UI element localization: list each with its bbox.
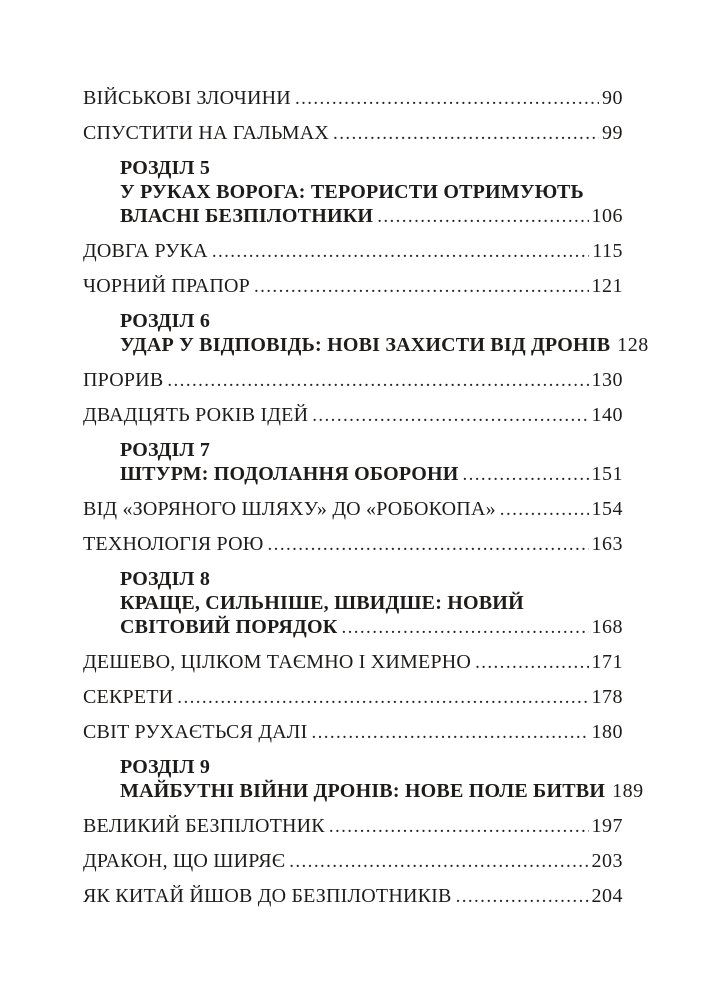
toc-entry-page-number: 189 (612, 780, 644, 802)
toc-entry-leader-line (83, 814, 623, 839)
toc-entry-title: ТЕХНОЛОГІЯ РОЮ (83, 533, 264, 555)
toc-entry (83, 849, 623, 874)
toc-entry-page-number: 90 (602, 87, 623, 109)
toc-entry-leader-line (83, 685, 623, 710)
toc-entry-title: ВІД «ЗОРЯНОГО ШЛЯХУ» ДО «РОБОКОПА» (83, 498, 496, 520)
dot-leader (462, 462, 588, 487)
dot-leader (500, 497, 589, 522)
toc-entry-page-number: 204 (591, 885, 623, 907)
toc-entry (83, 497, 623, 522)
toc-entry (83, 720, 623, 745)
dot-leader (289, 849, 588, 874)
toc-entry (83, 532, 623, 557)
dot-leader (177, 685, 588, 710)
dot-leader (254, 274, 589, 299)
toc-entry-title: ПРОРИВ (83, 369, 164, 391)
toc-entry-heading-line (120, 591, 623, 615)
dot-leader (311, 720, 588, 745)
toc-entry-title: ДЕШЕВО, ЦІЛКОМ ТАЄМНО І ХИМЕРНО (83, 651, 472, 673)
toc-entry-leader-line (83, 403, 623, 428)
toc-entry-leader-line (83, 274, 623, 299)
toc-entry-title: ВЛАСНІ БЕЗПІЛОТНИКИ (120, 205, 374, 227)
toc-entry-leader-line (120, 779, 644, 804)
toc-entry-title: РОЗДІЛ 5 (120, 157, 211, 179)
dot-leader (167, 368, 588, 393)
toc-entry (120, 755, 644, 804)
toc-entry (83, 121, 623, 146)
toc-entry-title: СЕКРЕТИ (83, 686, 174, 708)
toc-entry-title: ДОВГА РУКА (83, 240, 208, 262)
dot-leader (329, 814, 589, 839)
toc-entry-page-number: 171 (591, 651, 623, 673)
dot-leader (377, 204, 588, 229)
toc-entry-page-number: 154 (591, 498, 623, 520)
toc-entry-title: У РУКАХ ВОРОГА: ТЕРОРИСТИ ОТРИМУЮТЬ (120, 181, 584, 203)
dot-leader (212, 239, 589, 264)
toc-entry-page-number: 140 (591, 404, 623, 426)
toc-entry-leader-line (120, 462, 623, 487)
toc-entry-leader-line (83, 650, 623, 675)
dot-leader (295, 86, 599, 111)
toc-entry-leader-line (120, 204, 623, 229)
toc-entry-heading-line (120, 438, 623, 462)
dot-leader (456, 884, 589, 909)
toc-entry (83, 239, 623, 264)
toc-entry (120, 438, 623, 487)
toc-entry-page-number: 151 (591, 463, 623, 485)
toc-entry-leader-line (83, 121, 623, 146)
toc-entry-title: СПУСТИТИ НА ГАЛЬМАХ (83, 122, 330, 144)
dot-leader (333, 121, 599, 146)
toc-entry (83, 650, 623, 675)
toc-entry-leader-line (83, 884, 623, 909)
toc-entry (83, 685, 623, 710)
toc-entry-page-number: 128 (617, 334, 649, 356)
toc-entry-page-number: 168 (591, 616, 623, 638)
toc-entry-page-number: 197 (591, 815, 623, 837)
toc-entry (83, 274, 623, 299)
toc-entry-title: ДВАДЦЯТЬ РОКІВ ІДЕЙ (83, 404, 309, 426)
toc-entry-page-number: 180 (591, 721, 623, 743)
dot-leader (475, 650, 588, 675)
toc-entry-page-number: 106 (591, 205, 623, 227)
toc-entry (83, 403, 623, 428)
toc-entry-leader-line (120, 615, 623, 640)
toc-entry-title: РОЗДІЛ 8 (120, 568, 211, 590)
toc-entry-title: КРАЩЕ, СИЛЬНІШЕ, ШВИДШЕ: НОВИЙ (120, 592, 524, 614)
toc-entry-page-number: 121 (591, 275, 623, 297)
toc-entry-heading-line (120, 309, 623, 333)
toc-entry-leader-line (120, 333, 649, 358)
toc-entry-heading-line (120, 156, 623, 180)
toc-entry-leader-line (83, 368, 623, 393)
dot-leader (341, 615, 588, 640)
toc-entry (83, 368, 623, 393)
toc-entry (120, 156, 623, 229)
toc-entry (83, 814, 623, 839)
toc-entry (83, 86, 623, 111)
toc-entry-page-number: 203 (591, 850, 623, 872)
toc-entry-title: ЧОРНИЙ ПРАПОР (83, 275, 250, 297)
toc-entry-page-number: 163 (591, 533, 623, 555)
toc-entry-page-number: 115 (592, 240, 623, 262)
toc-entry-leader-line (83, 720, 623, 745)
toc-entry-title: МАЙБУТНІ ВІЙНИ ДРОНІВ: НОВЕ ПОЛЕ БИТВИ (120, 780, 606, 802)
toc-entry-title: ВІЙСЬКОВІ ЗЛОЧИНИ (83, 87, 291, 109)
toc-entry-title: УДАР У ВІДПОВІДЬ: НОВІ ЗАХИСТИ ВІД ДРОНІВ (120, 334, 611, 356)
toc-entry (83, 884, 623, 909)
toc-entry-leader-line (83, 86, 623, 111)
toc-entry-leader-line (83, 497, 623, 522)
dot-leader (268, 532, 589, 557)
toc-entry-heading-line (120, 180, 623, 204)
toc-entry-title: ДРАКОН, ЩО ШИРЯЄ (83, 850, 286, 872)
toc-entry-page-number: 130 (591, 369, 623, 391)
toc-entry-title: РОЗДІЛ 7 (120, 439, 211, 461)
toc-list (83, 86, 649, 909)
toc-entry-leader-line (83, 239, 623, 264)
dot-leader (312, 403, 588, 428)
toc-entry-title: СВІТ РУХАЄТЬСЯ ДАЛІ (83, 721, 308, 743)
toc-entry-heading-line (120, 567, 623, 591)
toc-entry-title: ЯК КИТАЙ ЙШОВ ДО БЕЗПІЛОТНИКІВ (83, 885, 452, 907)
toc-entry-title: СВІТОВИЙ ПОРЯДОК (120, 616, 338, 638)
toc-entry-page-number: 99 (602, 122, 623, 144)
toc-entry-title: ШТУРМ: ПОДОЛАННЯ ОБОРОНИ (120, 463, 459, 485)
toc-entry-title: ВЕЛИКИЙ БЕЗПІЛОТНИК (83, 815, 325, 837)
toc-entry-page-number: 178 (591, 686, 623, 708)
toc-entry (120, 567, 623, 640)
toc-entry-title: РОЗДІЛ 9 (120, 756, 211, 778)
toc-entry-leader-line (83, 849, 623, 874)
toc-entry-title: РОЗДІЛ 6 (120, 310, 211, 332)
toc-entry-leader-line (83, 532, 623, 557)
toc-entry (120, 309, 649, 358)
toc-entry-heading-line (120, 755, 623, 779)
